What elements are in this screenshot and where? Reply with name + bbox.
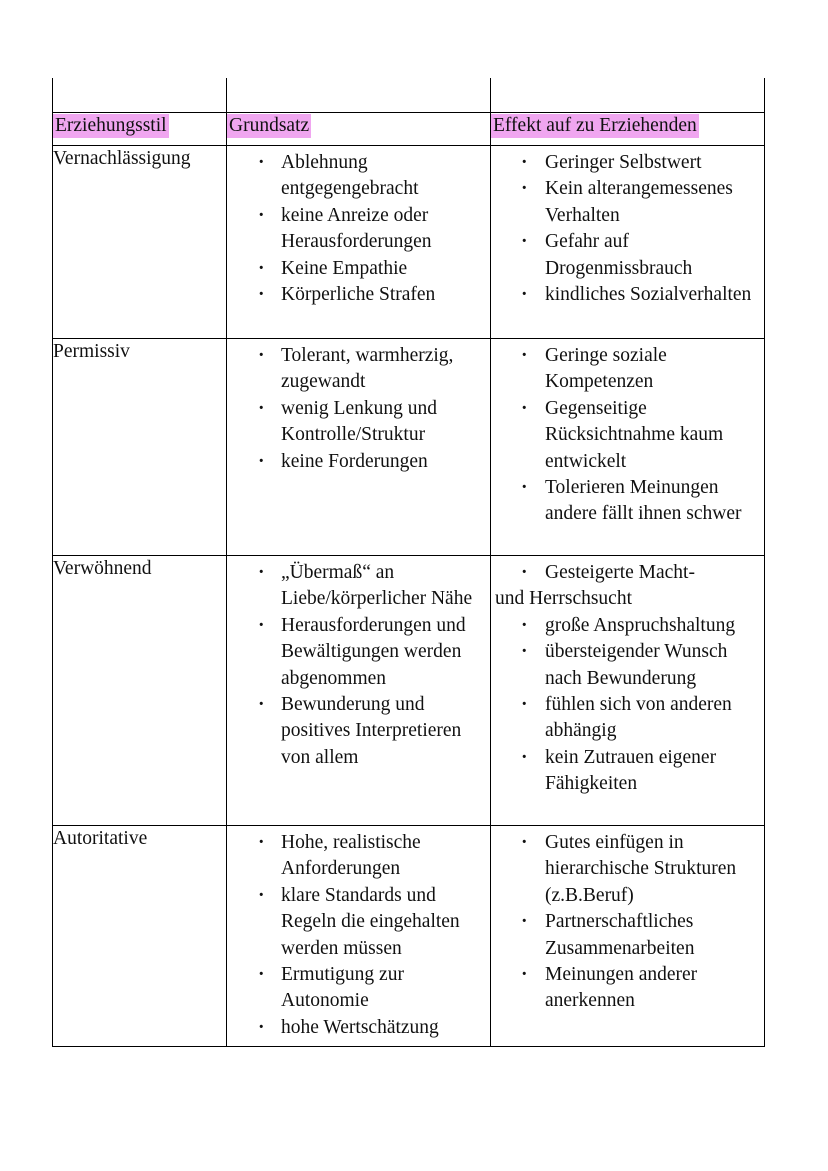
style-name-cell: Vernachlässigung <box>53 146 227 339</box>
list-item: · Herausforderungen und Bewältigungen werden abgenommen <box>227 613 488 692</box>
list-item: · kindliches Sozialverhalten <box>491 282 762 308</box>
table-row <box>53 556 765 826</box>
list-item: · hohe Wertschätzung <box>227 1015 488 1041</box>
style-name-cell: Verwöhnend <box>53 556 227 826</box>
table-header-row <box>53 113 765 146</box>
table-cell <box>491 78 765 113</box>
header-label: Grundsatz <box>229 115 310 136</box>
list-item: · Gutes einfügen in hierarchische Strukturen (z.B.Beruf) <box>491 830 762 909</box>
list-item: · Bewunderung und positives Interpretieren von allem <box>227 692 488 771</box>
list-item: · fühlen sich von anderen abhängig <box>491 692 762 745</box>
effekt-cell <box>491 146 765 339</box>
list-item: · wenig Lenkung und Kontrolle/Struktur <box>227 396 488 449</box>
list-item-continuation: und Herrschsucht <box>495 588 633 610</box>
grundsatz-list <box>227 826 490 1043</box>
list-item: · Gegenseitige Rücksichtnahme kaum entwickelt <box>491 396 762 475</box>
list-item: · Meinungen anderer anerkennen <box>491 962 762 1015</box>
effekt-cell <box>491 556 765 826</box>
effekt-cell <box>491 826 765 1047</box>
table-cell <box>53 78 227 113</box>
header-cell-effekt <box>491 113 765 146</box>
header-label: Erziehungsstil <box>55 115 167 136</box>
grundsatz-cell <box>227 146 491 339</box>
style-name-cell: Permissiv <box>53 339 227 556</box>
style-name-cell: Autoritative <box>53 826 227 1047</box>
effekt-list <box>491 826 764 1017</box>
grundsatz-cell <box>227 826 491 1047</box>
list-item: · Gefahr auf Drogenmissbrauch <box>491 229 762 282</box>
list-item: · Geringe soziale Kompetenzen <box>491 343 762 396</box>
grundsatz-cell <box>227 556 491 826</box>
effekt-list <box>491 339 764 530</box>
grundsatz-list <box>227 556 490 773</box>
list-item: · Partnerschaftliches Zusammenarbeiten <box>491 909 762 962</box>
table-row <box>53 339 765 556</box>
list-item: · Tolerant, warmherzig, zugewandt <box>227 343 488 396</box>
grundsatz-list <box>227 146 490 310</box>
effekt-list <box>491 556 764 800</box>
table-cell <box>227 78 491 113</box>
list-item: · Gesteigerte Macht- <box>491 560 762 586</box>
effekt-list <box>491 146 764 310</box>
header-label: Effekt auf zu Erziehenden <box>493 115 697 136</box>
grundsatz-cell <box>227 339 491 556</box>
list-item: · keine Forderungen <box>227 449 488 475</box>
list-item: · Ablehnung entgegengebracht <box>227 150 488 203</box>
header-cell-stil <box>53 113 227 146</box>
list-item: · Tolerieren Meinungen andere fällt ihnen schwer <box>491 475 762 528</box>
list-item: · kein Zutrauen eigener Fähigkeiten <box>491 745 762 798</box>
list-item: · klare Standards und Regeln die eingehalten werden müssen <box>227 883 488 962</box>
list-item: · Kein alterangemessenes Verhalten <box>491 176 762 229</box>
table-row <box>53 826 765 1047</box>
list-item: · Körperliche Strafen <box>227 282 488 308</box>
table-top-spacer-row <box>53 78 765 113</box>
list-item: · Ermutigung zur Autonomie <box>227 962 488 1015</box>
list-item: · „Übermaß“ an Liebe/körperlicher Nähe <box>227 560 488 613</box>
effekt-cell <box>491 339 765 556</box>
list-item: · Keine Empathie <box>227 256 488 282</box>
table-row <box>53 146 765 339</box>
list-item: · große Anspruchshaltung <box>491 613 762 639</box>
header-cell-grundsatz <box>227 113 491 146</box>
list-item: · Geringer Selbstwert <box>491 150 762 176</box>
list-item: · keine Anreize oder Herausforderungen <box>227 203 488 256</box>
grundsatz-list <box>227 339 490 477</box>
list-item: · übersteigender Wunsch nach Bewunderung <box>491 639 762 692</box>
list-item: · Hohe, realistische Anforderungen <box>227 830 488 883</box>
parenting-styles-table <box>52 78 765 1047</box>
